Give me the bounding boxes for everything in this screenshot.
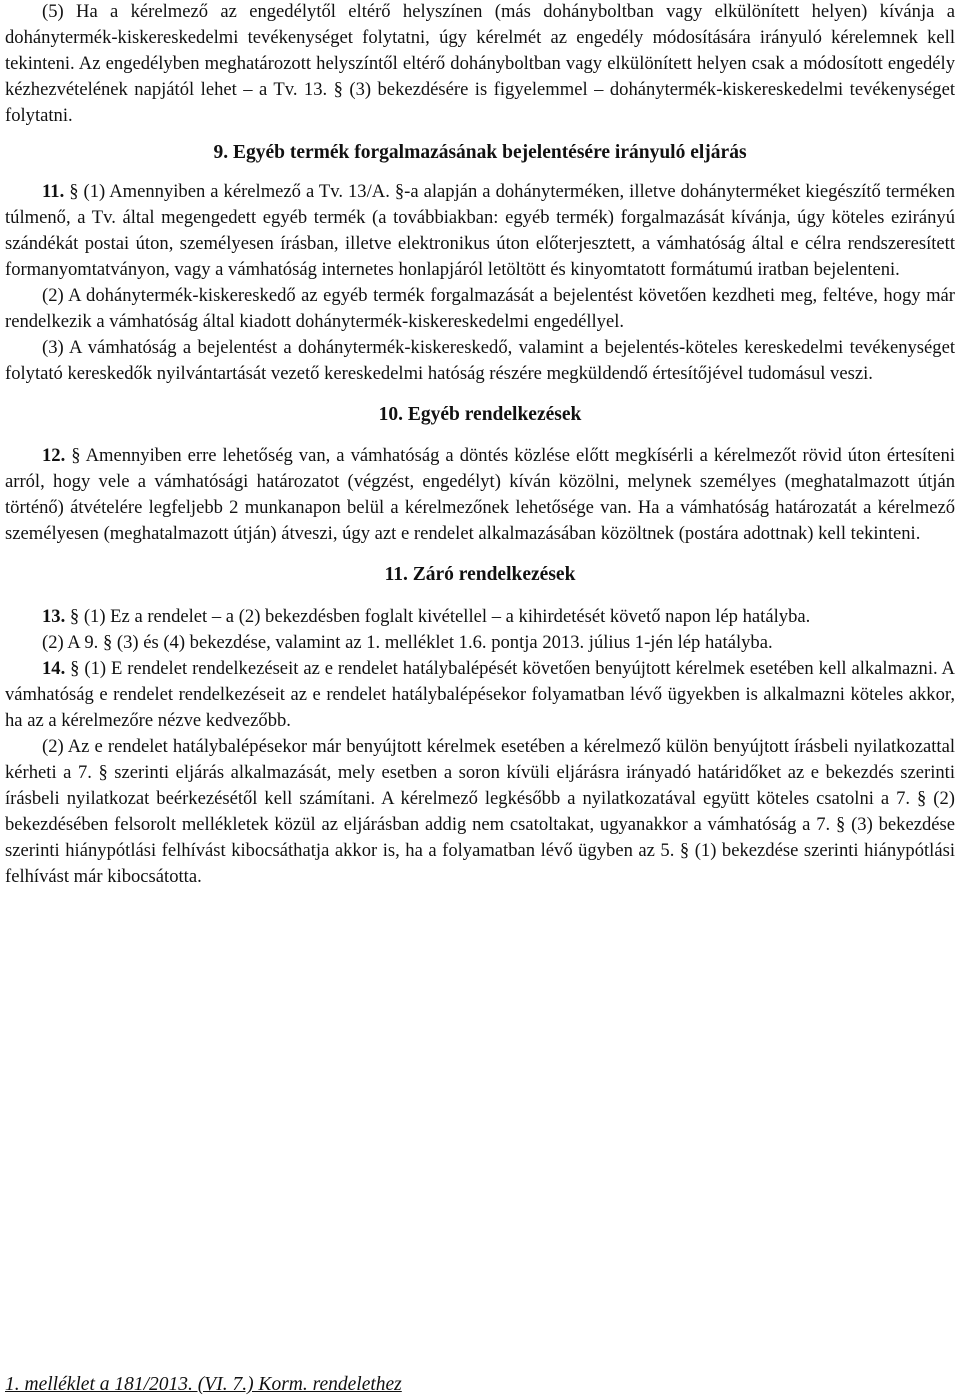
section-number-14: 14. — [42, 658, 66, 679]
annex-title: 1. melléklet a 181/2013. (VI. 7.) Korm. rendelethez — [5, 1374, 402, 1395]
paragraph-11-2: (2) A dohánytermék-kiskereskedő az egyéb termék forgalmazását a bejelentést követően kezdheti meg, feltéve, hogy már rendelkezik a vámhatóság által kiadott dohánytermék-kiskereskedelmi engedéllyel. — [5, 285, 955, 332]
section-number-12: 12. — [42, 445, 66, 466]
section-number-13: 13. — [42, 606, 66, 627]
paragraph-13-1-text: § (1) Ez a rendelet – a (2) bekezdésben foglalt kivétellel – a kihirdetését követő napon lép hatályba. — [69, 606, 811, 627]
paragraph-13-2: (2) A 9. § (3) és (4) bekezdése, valamint az 1. melléklet 1.6. pontja 2013. július 1-jén lép hatályba. — [42, 632, 773, 653]
heading-section-9: 9. Egyéb termék forgalmazásának bejelentésére irányuló eljárás — [213, 142, 747, 163]
paragraph-12 — [5, 443, 955, 547]
paragraph-11-3: (3) A vámhatóság a bejelentést a dohánytermék-kiskereskedő, valamint a bejelentés-köteles kereskedelmi tevékenységet folytató kereskedők nyilvántartását vezető kereskedelmi hatóság részére megküldendő értesítőjével tudomásul veszi. — [5, 337, 955, 384]
paragraph-5: (5) Ha a kérelmező az engedélytől eltérő helyszínen (más dohányboltban vagy elkülönített helyen) kívánja a dohánytermék-kiskereskedelmi tevékenységet folytatni, úgy kérelmét az engedély módosítására irányuló kérelemnek kell tekinteni. Az engedélyben meghatározott helyszíntől eltérő dohányboltban vagy elkülönített helyen csak a módosított engedély kézhezvételének napjától lehet – a Tv. 13. § (3) bekezdésére is figyelemmel – dohánytermék-kiskereskedelmi tevékenységet folytatni. — [5, 1, 955, 126]
heading-section-11: 11. Záró rendelkezések — [384, 564, 576, 585]
paragraph-13-1 — [5, 604, 955, 630]
section-number-11: 11. — [42, 181, 65, 202]
paragraph-11-1 — [5, 179, 955, 283]
paragraph-12-text: § Amennyiben erre lehetőség van, a vámhatóság a döntés közlése előtt megkísérli a kérelmezőt rövid úton értesíteni arról, hogy vele a vámhatósági határozatot (végzést, engedélyt) kíván közölni, melynek személyes (meghatalmazott útján történő) átvételére legfeljebb 2 munkanapon belül a kérelmezőnek lehetősége van. Ha a vámhatóság határozatát a kérelmező személyesen (meghatalmazott útján) átveszi, úgy azt e rendelet alkalmazásában közöltnek (postára adottnak) kell tekinteni. — [5, 445, 955, 544]
paragraph-14-1-text: § (1) E rendelet rendelkezéseit az e rendelet hatálybalépését követően benyújtott kérelmek esetében kell alkalmazni. A vámhatóság e rendelet rendelkezéseit az e rendelet hatálybalépésekor folyamatban lévő ügyekben is alkalmazni köteles akkor, ha az a kérelmezőre nézve kedvezőbb. — [5, 658, 955, 731]
paragraph-14-2: (2) Az e rendelet hatálybalépésekor már benyújtott kérelmek esetében a kérelmező külön benyújtott írásbeli nyilatkozattal kérheti a 7. § szerinti eljárás alkalmazását, mely esetben a soron kívüli eljárásra irányadó határidőket az e bekezdés szerinti írásbeli nyilatkozat beérkezésétől kell számítani. A kérelmező legkésőbb a nyilatkozatával együtt köteles csatolni a 7. § (2) bekezdésében felsorolt mellékletek közül az eljárásban addig nem csatoltakat, ugyanakkor a vámhatóság a 7. § (3) bekezdése szerinti hiánypótlási felhívást kibocsáthatja akkor is, ha a folyamatban lévő ügyben az 5. § (1) bekezdése szerinti hiánypótlási felhívást már kibocsátotta. — [5, 736, 955, 887]
paragraph-14-1 — [5, 656, 955, 734]
paragraph-11-1-text: § (1) Amennyiben a kérelmező a Tv. 13/A. §-a alapján a dohányterméken, illetve dohányterméket kiegészítő terméken túlmenő, a Tv. által megengedett egyéb termék (a továbbiakban: egyéb termék) forgalmazását kívánja, úgy köteles ezirányú szándékát postai úton, személyesen írásban, illetve elektronikus úton előterjesztett, a vámhatóság által e célra rendszeresített formanyomtatványon, vagy a vámhatóság internetes honlapjáról letöltött és kinyomtatott formátumú iratban bejelenteni. — [5, 181, 955, 280]
heading-section-10: 10. Egyéb rendelkezések — [378, 404, 582, 425]
